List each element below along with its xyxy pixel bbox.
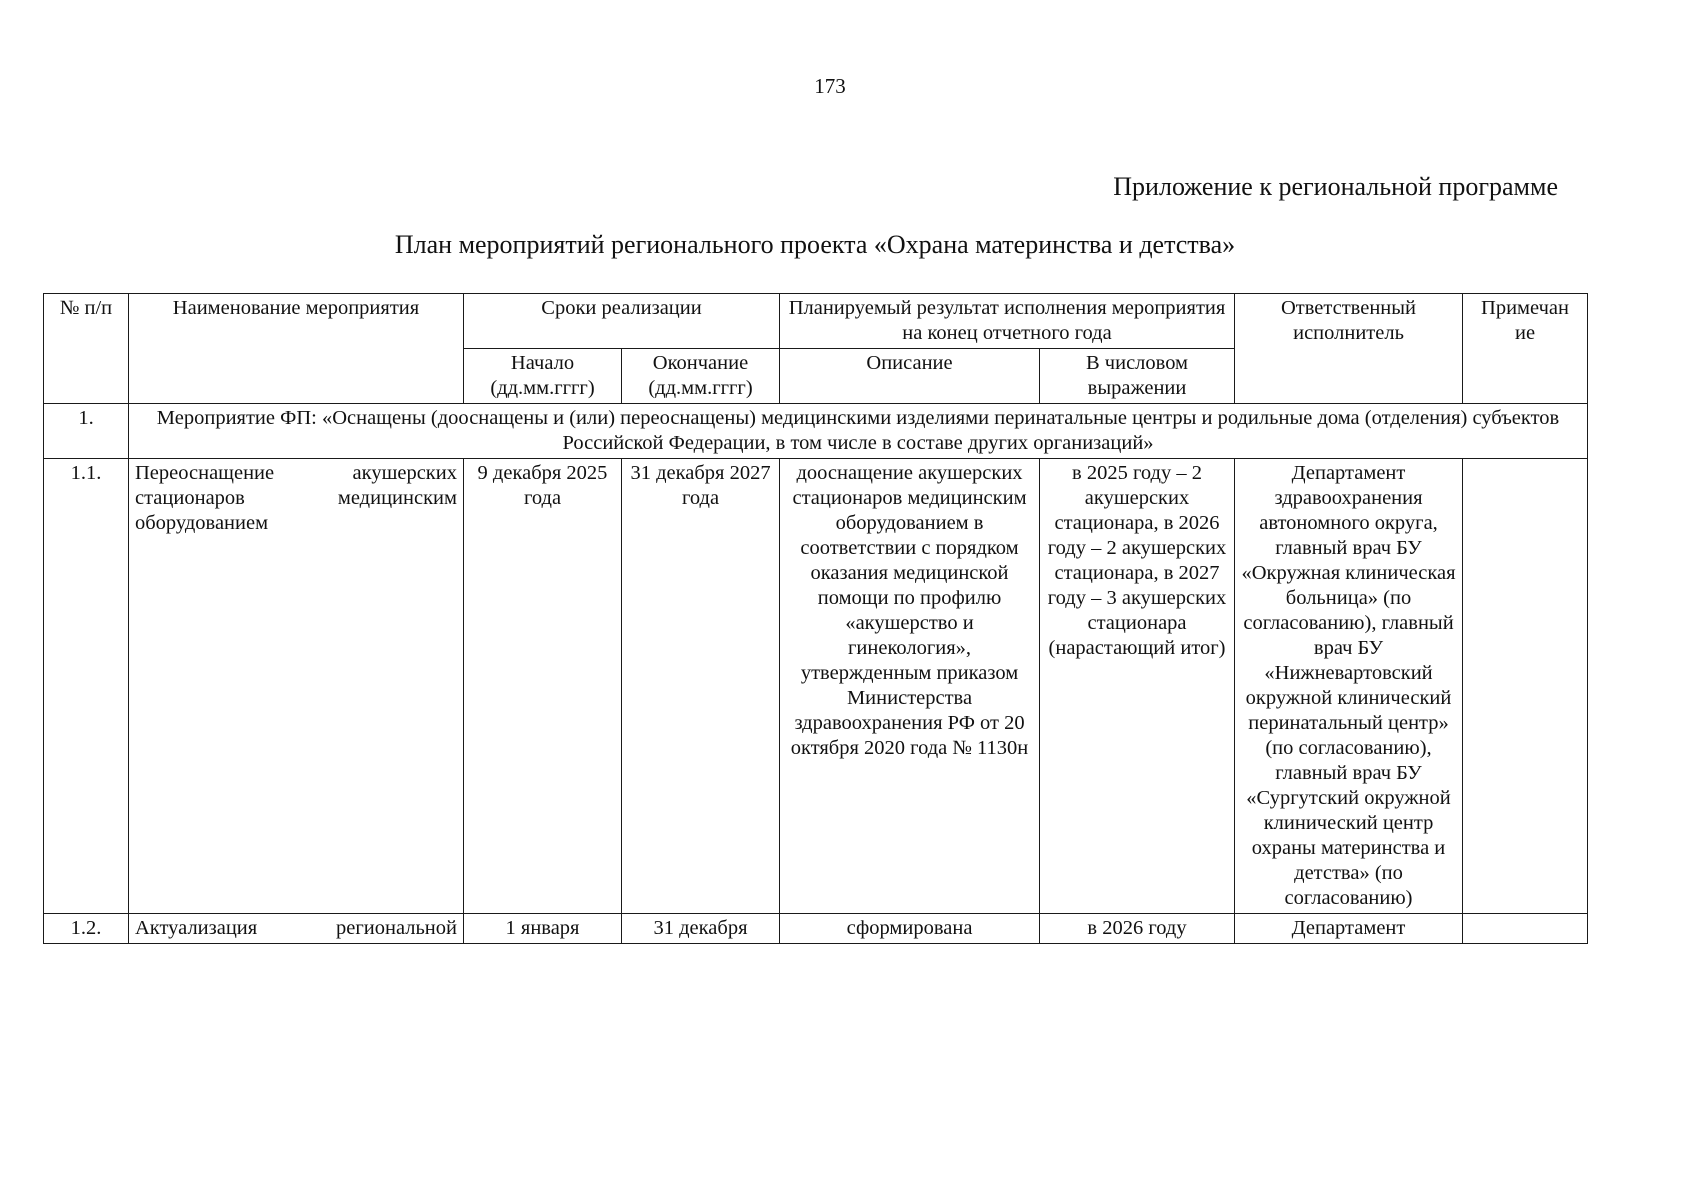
row-name: Переоснащение акушерских стационаров медицинским оборудованием	[129, 459, 464, 914]
header-num: № п/п	[44, 294, 129, 404]
row-note	[1463, 914, 1588, 944]
section-num: 1.	[44, 404, 129, 459]
header-note: Примечан ие	[1463, 294, 1588, 404]
header-description: Описание	[780, 349, 1040, 404]
row-description: дооснащение акушерских стационаров медицинским оборудованием в соответствии с порядком оказания медицинской помощи по профилю «акушерство и гинекология», утвержденным приказом Министерства здравоохранения РФ от 20 октября 2020 года № 1130н	[780, 459, 1040, 914]
row-numeric: в 2025 году – 2 акушерских стационара, в 2026 году – 2 акушерских стационара, в 2027 году – 3 акушерских стационара (нарастающий итог)	[1040, 459, 1235, 914]
header-end: Окончание (дд.мм.гггг)	[622, 349, 780, 404]
row-note	[1463, 459, 1588, 914]
row-responsible: Департамент здравоохранения автономного округа, главный врач БУ «Окружная клиническая больница» (по согласованию), главный врач БУ «Нижневартовский окружной клинический перинатальный центр» (по согласованию), главный врач БУ «Сургутский окружной клинический центр охраны материнства и детства» (по согласованию)	[1235, 459, 1463, 914]
row-end: 31 декабря	[622, 914, 780, 944]
appendix-title: Приложение к региональной программе	[1113, 172, 1558, 201]
row-name: Актуализация региональной	[129, 914, 464, 944]
header-name: Наименование мероприятия	[129, 294, 464, 404]
table-row	[44, 914, 1588, 944]
header-start: Начало (дд.мм.гггг)	[464, 349, 622, 404]
header-terms: Сроки реализации	[464, 294, 780, 349]
header-numeric: В числовом выражении	[1040, 349, 1235, 404]
row-responsible: Департамент	[1235, 914, 1463, 944]
plan-table	[43, 293, 1588, 944]
header-responsible: Ответственный исполнитель	[1235, 294, 1463, 404]
section-row	[44, 404, 1588, 459]
row-description: сформирована	[780, 914, 1040, 944]
section-text: Мероприятие ФП: «Оснащены (дооснащены и (или) переоснащены) медицинскими изделиями перинатальные центры и родильные дома (отделения) субъектов Российской Федерации, в том числе в составе других организаций»	[129, 404, 1588, 459]
page-number: 173	[814, 74, 846, 98]
row-start: 9 декабря 2025 года	[464, 459, 622, 914]
table-row	[44, 459, 1588, 914]
row-num: 1.1.	[44, 459, 129, 914]
row-end: 31 декабря 2027 года	[622, 459, 780, 914]
document-title: План мероприятий регионального проекта «Охрана материнства и детства»	[394, 230, 1236, 259]
header-result: Планируемый результат исполнения мероприятия на конец отчетного года	[780, 294, 1235, 349]
row-numeric: в 2026 году	[1040, 914, 1235, 944]
row-num: 1.2.	[44, 914, 129, 944]
row-start: 1 января	[464, 914, 622, 944]
